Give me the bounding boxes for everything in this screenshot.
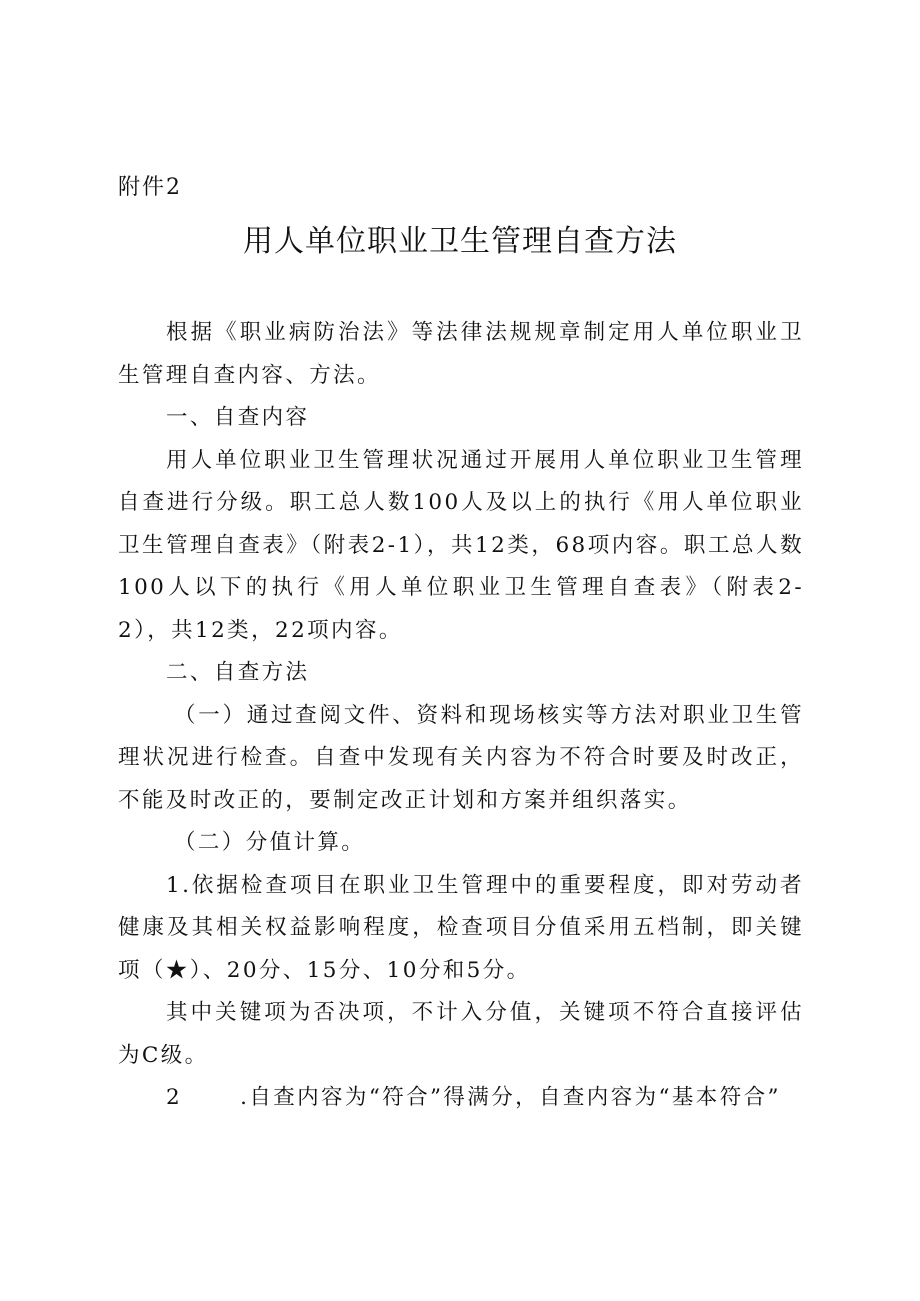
list-text: .自查内容为“符合”得满分，自查内容为“基本符合” bbox=[240, 1085, 781, 1110]
list-number: 2 bbox=[166, 1085, 183, 1110]
content-paragraph: 用人单位职业卫生管理状况通过开展用人单位职业卫生管理自查进行分级。职工总人数100人及以上的执行《用人单位职业卫生管理自查表》（附表2-1），共12类，68项内容。职工总人数100人以下的执行《用人单位职业卫生管理自查表》（附表2-2），共12类，22项内容。 bbox=[118, 447, 804, 643]
score-paragraph-2 bbox=[118, 1077, 804, 1120]
document-title: 用人单位职业卫生管理自查方法 bbox=[243, 224, 677, 259]
score-paragraph-1: 1.依据检查项目在职业卫生管理中的重要程度，即对劳动者健康及其相关权益影响程度，检查项目分值采用五档制，即关键项（★）、20分、15分、10分和5分。 bbox=[118, 872, 804, 983]
document-body bbox=[118, 312, 804, 1120]
section-heading-content: 一、自查内容 bbox=[166, 405, 310, 430]
score-heading: （二）分值计算。 bbox=[174, 830, 366, 855]
annex-label: 附件2 bbox=[118, 175, 182, 200]
intro-paragraph: 根据《职业病防治法》等法律法规规章制定用人单位职业卫生管理自查内容、方法。 bbox=[118, 320, 804, 388]
section-heading-method: 二、自查方法 bbox=[166, 660, 310, 685]
method-paragraph-1: （一）通过查阅文件、资料和现场核实等方法对职业卫生管理状况进行检查。自查中发现有关内容为不符合时要及时改正，不能及时改正的，要制定改正计划和方案并组织落实。 bbox=[118, 702, 804, 813]
score-paragraph-note: 其中关键项为否决项，不计入分值，关键项不符合直接评估为C级。 bbox=[118, 1000, 804, 1068]
